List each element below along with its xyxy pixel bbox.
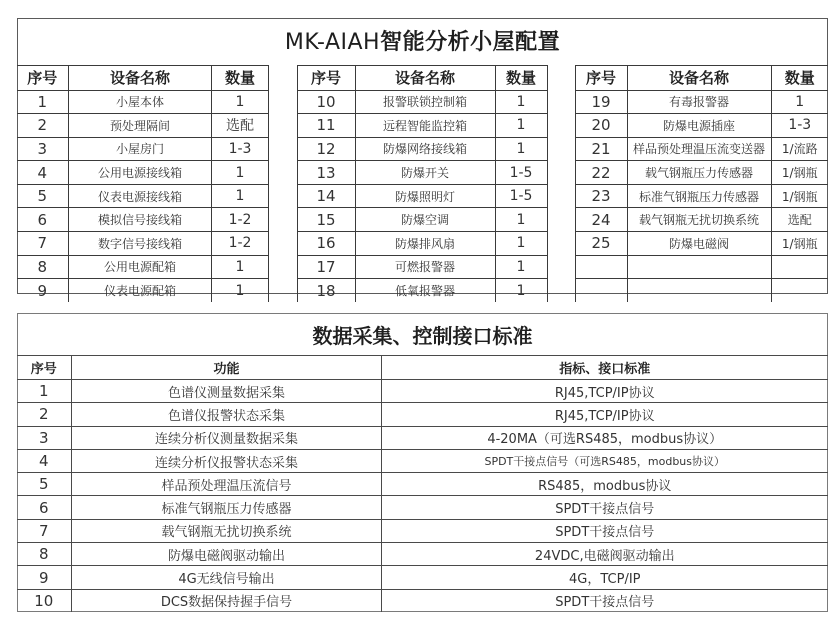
config-group-2 bbox=[297, 65, 548, 302]
table-row bbox=[17, 279, 269, 302]
table-row bbox=[17, 208, 269, 232]
row-spec: SPDT干接点信号 bbox=[382, 519, 828, 542]
row-spec: SPDT干接点信号（可选RS485，modbus协议） bbox=[382, 449, 828, 472]
table-row bbox=[17, 255, 269, 279]
header-index: 序号 bbox=[17, 66, 69, 91]
row-qty: 1 bbox=[212, 184, 269, 208]
interface-table bbox=[17, 355, 828, 612]
row-index: 5 bbox=[17, 473, 72, 496]
table-row bbox=[297, 208, 547, 232]
row-qty: 1/流路 bbox=[771, 137, 828, 161]
row-qty: 1-2 bbox=[212, 208, 269, 232]
table-row bbox=[17, 184, 269, 208]
row-name: 数字信号接线箱 bbox=[69, 232, 212, 256]
row-name: 远程智能监控箱 bbox=[355, 114, 495, 138]
row-name: 载气钢瓶无扰切换系统 bbox=[627, 208, 771, 232]
row-name: 样品预处理温压流变送器 bbox=[627, 137, 771, 161]
row-name: 仪表电源配箱 bbox=[69, 279, 212, 302]
header-name: 设备名称 bbox=[69, 66, 212, 91]
table-row-empty bbox=[575, 279, 828, 302]
row-index: 21 bbox=[575, 137, 627, 161]
row-qty: 1-5 bbox=[495, 184, 547, 208]
row-index: 1 bbox=[17, 90, 69, 114]
table-row bbox=[17, 161, 269, 185]
row-name: 仪表电源接线箱 bbox=[69, 184, 212, 208]
row-name bbox=[627, 255, 771, 279]
interface-table-panel bbox=[17, 313, 828, 612]
row-qty: 1-5 bbox=[495, 161, 547, 185]
row-index: 6 bbox=[17, 496, 72, 519]
table-row bbox=[17, 473, 828, 496]
table-row bbox=[17, 589, 828, 612]
row-name: 模拟信号接线箱 bbox=[69, 208, 212, 232]
interface-title: 数据采集、控制接口标准 bbox=[312, 324, 533, 348]
interface-header-row bbox=[17, 356, 828, 380]
table-row bbox=[575, 137, 828, 161]
header-qty: 数量 bbox=[771, 66, 828, 91]
row-qty: 1 bbox=[495, 232, 547, 256]
row-qty: 1/钢瓶 bbox=[771, 161, 828, 185]
config-title-text: 智能分析小屋配置 bbox=[380, 30, 561, 55]
table-row bbox=[17, 114, 269, 138]
table-row bbox=[297, 137, 547, 161]
row-qty: 1 bbox=[495, 137, 547, 161]
config-table-panel bbox=[17, 18, 828, 300]
table-row bbox=[17, 566, 828, 589]
row-index: 25 bbox=[575, 232, 627, 256]
row-index: 7 bbox=[17, 232, 69, 256]
row-index: 2 bbox=[17, 114, 69, 138]
header-qty: 数量 bbox=[212, 66, 269, 91]
row-index bbox=[575, 255, 627, 279]
header-index: 序号 bbox=[297, 66, 355, 91]
row-index: 12 bbox=[297, 137, 355, 161]
row-index: 22 bbox=[575, 161, 627, 185]
row-qty bbox=[771, 279, 828, 302]
row-name: 防爆网络接线箱 bbox=[355, 137, 495, 161]
row-name: 预处理隔间 bbox=[69, 114, 212, 138]
table-row bbox=[297, 255, 547, 279]
config-header-row bbox=[17, 66, 269, 91]
config-header-row bbox=[297, 66, 547, 91]
row-name: 可燃报警器 bbox=[355, 255, 495, 279]
row-function: 样品预处理温压流信号 bbox=[72, 473, 382, 496]
row-name: 报警联锁控制箱 bbox=[355, 90, 495, 114]
table-row bbox=[575, 114, 828, 138]
header-spec: 指标、接口标准 bbox=[382, 356, 828, 380]
row-name: 防爆排风扇 bbox=[355, 232, 495, 256]
row-function: DCS数据保持握手信号 bbox=[72, 589, 382, 612]
table-row bbox=[297, 232, 547, 256]
row-index: 10 bbox=[17, 589, 72, 612]
row-index: 9 bbox=[17, 279, 69, 302]
config-title-model: MK-AIAH bbox=[284, 30, 381, 55]
row-qty: 1/钢瓶 bbox=[771, 184, 828, 208]
row-function: 标准气钢瓶压力传感器 bbox=[72, 496, 382, 519]
row-name: 标准气钢瓶压力传感器 bbox=[627, 184, 771, 208]
row-function: 防爆电磁阀驱动输出 bbox=[72, 543, 382, 566]
row-index: 7 bbox=[17, 519, 72, 542]
table-row bbox=[575, 161, 828, 185]
row-function: 载气钢瓶无扰切换系统 bbox=[72, 519, 382, 542]
row-index: 3 bbox=[17, 137, 69, 161]
config-header-row bbox=[575, 66, 828, 91]
row-qty: 1 bbox=[495, 279, 547, 302]
row-qty: 1 bbox=[212, 279, 269, 302]
row-qty: 选配 bbox=[212, 114, 269, 138]
table-row bbox=[17, 90, 269, 114]
table-row-empty bbox=[575, 255, 828, 279]
row-index: 13 bbox=[297, 161, 355, 185]
row-qty: 1 bbox=[495, 90, 547, 114]
row-qty: 1 bbox=[212, 255, 269, 279]
config-title bbox=[18, 19, 827, 65]
row-index: 20 bbox=[575, 114, 627, 138]
row-name: 防爆空调 bbox=[355, 208, 495, 232]
row-qty: 1 bbox=[212, 90, 269, 114]
row-index: 8 bbox=[17, 255, 69, 279]
row-function: 色谱仪报警状态采集 bbox=[72, 403, 382, 426]
table-row bbox=[17, 426, 828, 449]
row-qty bbox=[771, 255, 828, 279]
table-row bbox=[297, 161, 547, 185]
table-row bbox=[17, 496, 828, 519]
row-index: 3 bbox=[17, 426, 72, 449]
row-index: 15 bbox=[297, 208, 355, 232]
config-group-1 bbox=[17, 65, 270, 302]
row-index: 23 bbox=[575, 184, 627, 208]
table-row bbox=[575, 232, 828, 256]
row-spec: 4-20MA（可选RS485，modbus协议） bbox=[382, 426, 828, 449]
table-row bbox=[17, 232, 269, 256]
row-index: 16 bbox=[297, 232, 355, 256]
row-name: 防爆电磁阀 bbox=[627, 232, 771, 256]
row-name: 公用电源接线箱 bbox=[69, 161, 212, 185]
row-spec: 24VDC,电磁阀驱动输出 bbox=[382, 543, 828, 566]
table-row bbox=[297, 114, 547, 138]
row-qty: 1/钢瓶 bbox=[771, 232, 828, 256]
row-index: 8 bbox=[17, 543, 72, 566]
row-spec: RS485，modbus协议 bbox=[382, 473, 828, 496]
row-qty: 1-3 bbox=[212, 137, 269, 161]
table-row bbox=[17, 380, 828, 403]
row-index bbox=[575, 279, 627, 302]
header-name: 设备名称 bbox=[627, 66, 771, 91]
table-row bbox=[297, 279, 547, 302]
table-row bbox=[297, 184, 547, 208]
row-qty: 1-3 bbox=[771, 114, 828, 138]
row-name: 低氧报警器 bbox=[355, 279, 495, 302]
row-name: 防爆开关 bbox=[355, 161, 495, 185]
header-index: 序号 bbox=[17, 356, 72, 380]
header-name: 设备名称 bbox=[355, 66, 495, 91]
config-group-3 bbox=[575, 65, 829, 302]
row-qty: 1 bbox=[495, 114, 547, 138]
row-qty: 1-2 bbox=[212, 232, 269, 256]
table-row bbox=[17, 449, 828, 472]
table-row bbox=[17, 519, 828, 542]
row-index: 24 bbox=[575, 208, 627, 232]
row-qty: 1 bbox=[495, 255, 547, 279]
row-spec: SPDT干接点信号 bbox=[382, 589, 828, 612]
table-row bbox=[575, 184, 828, 208]
header-index: 序号 bbox=[575, 66, 627, 91]
row-name: 有毒报警器 bbox=[627, 90, 771, 114]
row-index: 6 bbox=[17, 208, 69, 232]
row-function: 连续分析仪报警状态采集 bbox=[72, 449, 382, 472]
table-row bbox=[17, 543, 828, 566]
row-index: 19 bbox=[575, 90, 627, 114]
table-row bbox=[575, 90, 828, 114]
row-index: 4 bbox=[17, 449, 72, 472]
row-spec: SPDT干接点信号 bbox=[382, 496, 828, 519]
row-index: 2 bbox=[17, 403, 72, 426]
row-qty: 选配 bbox=[771, 208, 828, 232]
row-qty: 1 bbox=[212, 161, 269, 185]
row-index: 1 bbox=[17, 380, 72, 403]
row-function: 连续分析仪测量数据采集 bbox=[72, 426, 382, 449]
row-spec: RJ45,TCP/IP协议 bbox=[382, 403, 828, 426]
table-row bbox=[17, 137, 269, 161]
header-qty: 数量 bbox=[495, 66, 547, 91]
row-index: 18 bbox=[297, 279, 355, 302]
row-index: 4 bbox=[17, 161, 69, 185]
row-name: 公用电源配箱 bbox=[69, 255, 212, 279]
row-index: 10 bbox=[297, 90, 355, 114]
row-function: 色谱仪测量数据采集 bbox=[72, 380, 382, 403]
row-index: 5 bbox=[17, 184, 69, 208]
row-qty: 1 bbox=[495, 208, 547, 232]
row-index: 11 bbox=[297, 114, 355, 138]
row-qty: 1 bbox=[771, 90, 828, 114]
row-spec: 4G，TCP/IP bbox=[382, 566, 828, 589]
row-index: 9 bbox=[17, 566, 72, 589]
row-function: 4G无线信号输出 bbox=[72, 566, 382, 589]
table-row bbox=[297, 90, 547, 114]
row-name bbox=[627, 279, 771, 302]
table-row bbox=[17, 403, 828, 426]
row-name: 载气钢瓶压力传感器 bbox=[627, 161, 771, 185]
row-spec: RJ45,TCP/IP协议 bbox=[382, 380, 828, 403]
row-name: 防爆电源插座 bbox=[627, 114, 771, 138]
row-index: 14 bbox=[297, 184, 355, 208]
row-name: 小屋本体 bbox=[69, 90, 212, 114]
row-name: 小屋房门 bbox=[69, 137, 212, 161]
row-name: 防爆照明灯 bbox=[355, 184, 495, 208]
table-row bbox=[575, 208, 828, 232]
row-index: 17 bbox=[297, 255, 355, 279]
header-function: 功能 bbox=[72, 356, 382, 380]
